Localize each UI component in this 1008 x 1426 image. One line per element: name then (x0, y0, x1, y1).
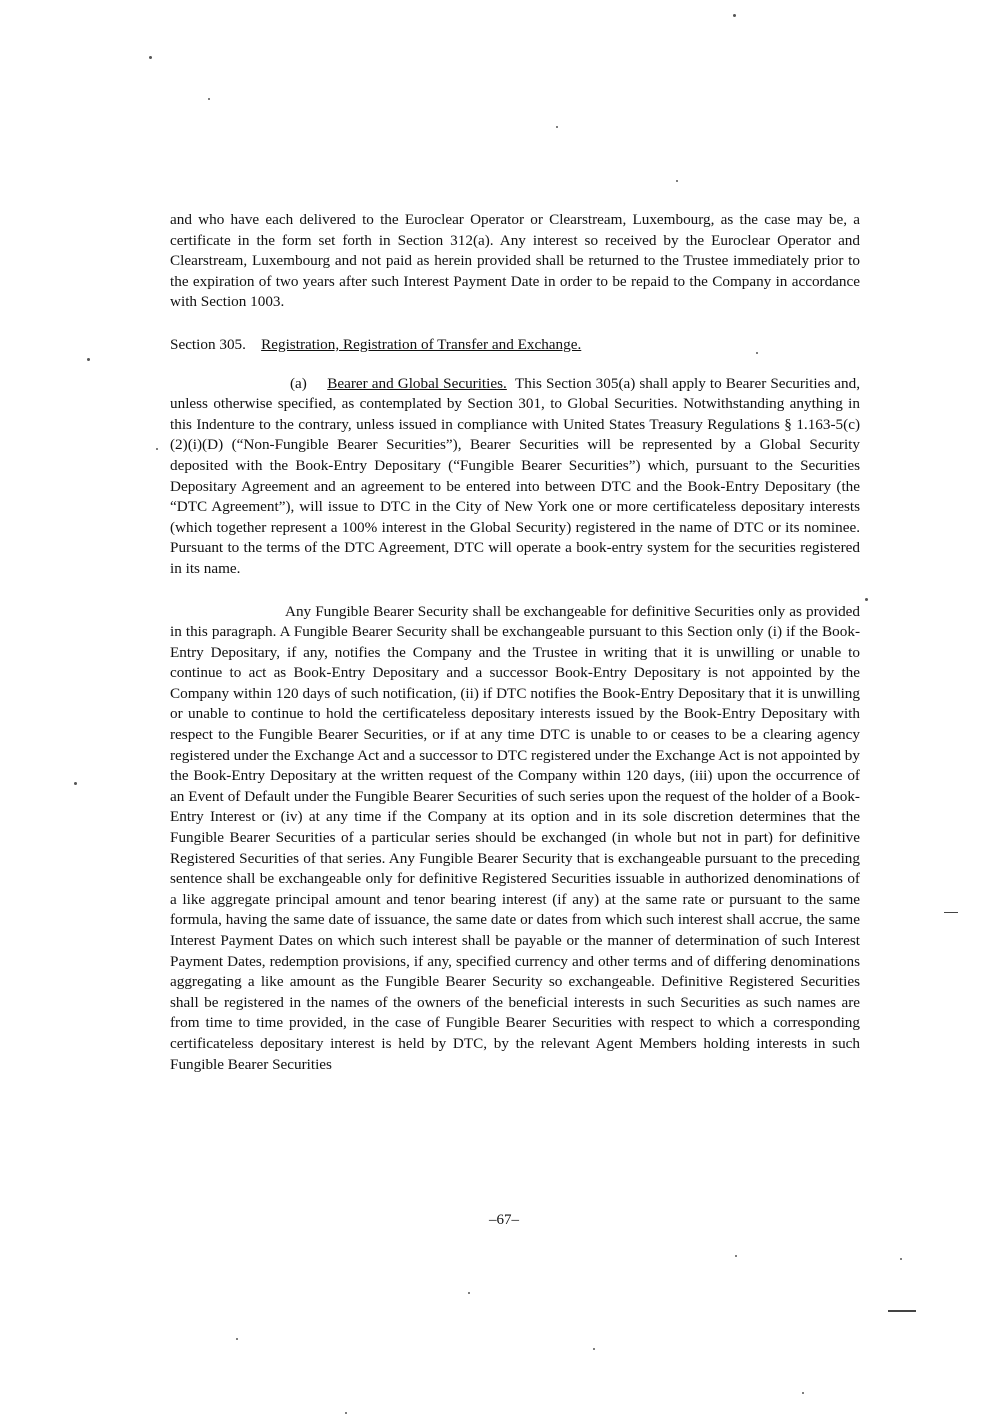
scan-speck (676, 180, 678, 182)
scan-speck (735, 1255, 737, 1257)
paragraph-b: Any Fungible Bearer Security shall be exchangeable for definitive Securities only as provided in this paragraph. A Fungible Bearer Security shall be exchangeable pursuant to this Section only (i) if the Book-Entry Depositary, if any, notifies the Company and the Trustee in writing that it is unwilling or unable to continue to act as Book-Entry Depositary and a successor Book-Entry Depositary is not appointed by the Company within 120 days of such notification, (ii) if DTC notifies the Book-Entry Depositary that it is unwilling or unable to continue to hold the certificateless depositary interests issued by the Book-Entry Depositary with respect to the Fungible Bearer Securities, or if at any time DTC is unable to or ceases to be a clearing agency registered under the Exchange Act and a successor to DTC registered under the Exchange Act is not appointed by the Book-Entry Depositary at the written request of the Company within 120 days, (iii) upon the occurrence of an Event of Default under the Fungible Bearer Securities of such series upon the request of the holder of a Book-Entry Interest or (iv) at any time if the Company at its option and in its sole discretion determines that the Fungible Bearer Securities of a particular series should be exchanged (in whole but not in part) for definitive Registered Securities of that series. Any Fungible Bearer Security that is exchangeable pursuant to the preceding sentence shall be exchangeable only for definitive Registered Securities issuable in authorized denominations of a like aggregate principal amount and tenor bearing interest (if any) at the same rate or pursuant to the same formula, having the same date of issuance, the same date or dates from which such interest shall accrue, the same Interest Payment Dates on which such interest shall be payable or the manner of determination of such Interest Payment Dates, redemption provisions, if any, specified currency and other terms and of differing denominations aggregating a like amount as the Fungible Bearer Security so exchangeable. Definitive Registered Securities shall be registered in the names of the owners of the beneficial interests in such Securities as such names are from time to time provided, in the case of Fungible Bearer Securities with respect to which a corresponding certificateless depositary interest is held by DTC, by the relevant Agent Members holding interests in such Fungible Bearer Securities (170, 602, 860, 1073)
scan-speck (156, 448, 158, 450)
paragraph-a-label: (a) (290, 374, 307, 392)
section-heading (170, 335, 860, 356)
scan-speck (87, 358, 90, 361)
scan-speck (208, 98, 210, 100)
carryover-paragraph: and who have each delivered to the Euroclear Operator or Clearstream, Luxembourg, as the case may be, a certificate in the form set forth in Section 312(a). Any interest so received by the Euroclear Operator and Clearstream, Luxembourg and not paid as herein provided shall be returned to the Trustee immediately prior to the expiration of two years after such Interest Payment Date in order to be repaid to the Company in accordance with Section 1003. (170, 211, 860, 311)
page-number: –67– (489, 1212, 519, 1228)
section-number: Section 305. (170, 335, 246, 353)
scan-speck (468, 1292, 470, 1294)
scan-speck (236, 1338, 238, 1340)
scan-speck (733, 14, 736, 17)
scan-speck (345, 1412, 347, 1414)
scan-mark (888, 1310, 916, 1312)
scan-speck (149, 56, 152, 59)
scan-speck (593, 1348, 595, 1350)
paragraph-a-text: This Section 305(a) shall apply to Bearer Securities and, unless otherwise specified, as contemplated by Section 301, to Global Securities. Notwithstanding anything in this Indenture to the contrary, unless issued in compliance with United States Treasury Regulations § 1.163-5(c)(2)(i)(D) (“Non-Fungible Bearer Securities”), Bearer Securities will be represented by a Global Security deposited with the Book-Entry Depositary (“Fungible Bearer Securities”) which, pursuant to the Securities Depositary Agreement and an agreement to be entered into between DTC and the Book-Entry Depositary (the “DTC Agreement”), will issue to DTC in the City of New York one or more certificateless depositary interests (which together represent a 100% interest in the Global Security) registered in the name of DTC or its nominee. Pursuant to the terms of the DTC Agreement, DTC will operate a book-entry system for the securities registered in its name. (170, 374, 861, 577)
section-title: Registration, Registration of Transfer and Exchange. (261, 335, 582, 353)
paragraph-a (170, 374, 860, 580)
paragraph-a-subtitle: Bearer and Global Securities. (327, 374, 507, 392)
scan-speck (556, 126, 558, 128)
document-body (170, 210, 860, 1075)
scan-speck (74, 782, 77, 785)
scan-speck (802, 1392, 804, 1394)
scan-speck (865, 598, 868, 601)
scan-mark (944, 912, 958, 913)
scan-speck (900, 1258, 902, 1260)
